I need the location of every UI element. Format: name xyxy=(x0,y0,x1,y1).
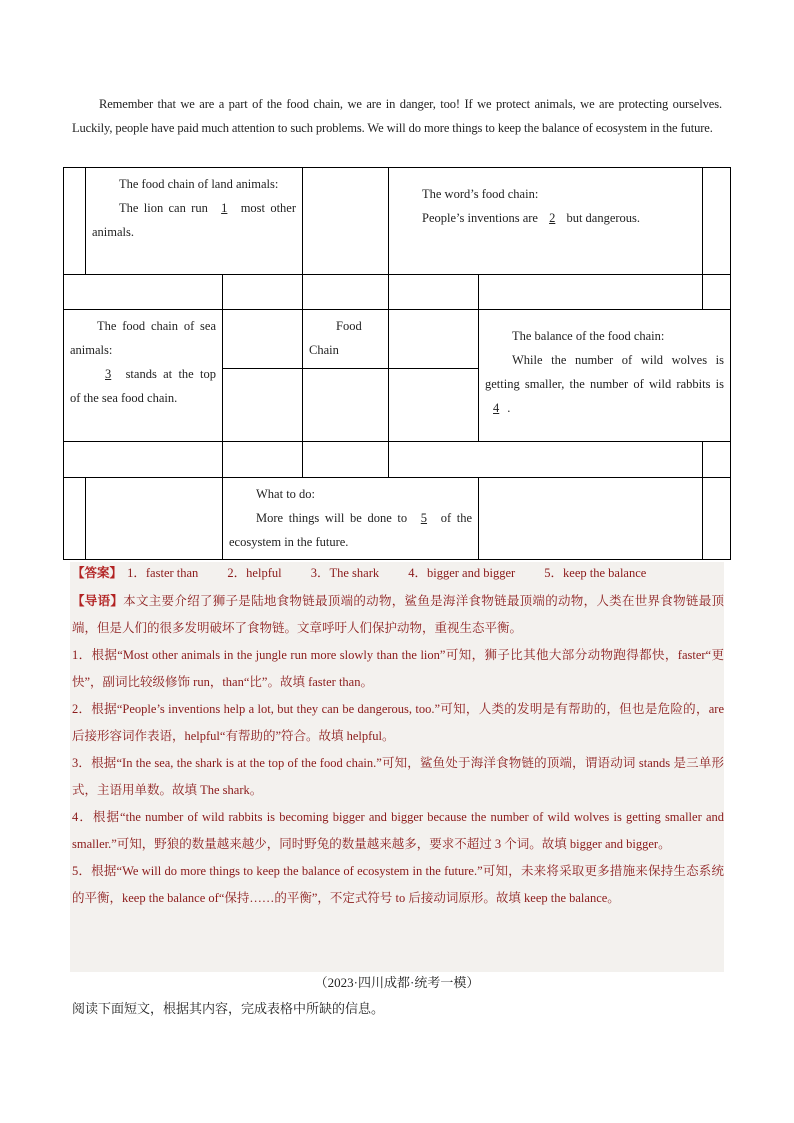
question-source: （2023·四川成都·统考一模） xyxy=(314,975,480,990)
food-chain-table xyxy=(63,167,731,560)
answer-item: 3．The shark xyxy=(310,566,380,580)
table-cell-empty xyxy=(64,275,223,310)
world-food-chain-cell xyxy=(389,168,703,275)
blank-1[interactable]: 1 xyxy=(221,201,228,215)
table-cell-empty xyxy=(64,442,223,478)
whattodo-title: What to do: xyxy=(256,487,316,501)
table-cell-empty xyxy=(479,275,703,310)
blank-4[interactable]: 4 xyxy=(493,401,500,415)
table-cell-empty xyxy=(303,275,389,310)
guide-block xyxy=(72,588,724,642)
task-instruction: 阅读下面短文，根据其内容，完成表格中所缺的信息。 xyxy=(72,1001,385,1016)
table-cell-empty xyxy=(389,369,479,442)
table-cell-empty xyxy=(389,310,479,369)
balance-title: The balance of the food chain: xyxy=(512,329,665,343)
world-text: People’s inventions are 2 but dangerous. xyxy=(395,206,696,230)
table-cell-empty xyxy=(389,442,703,478)
table-cell-empty xyxy=(303,442,389,478)
balance-text: While the number of wild wolves is getting smaller, the number of wild rabbits is 4 . xyxy=(485,348,724,420)
explanation-item: 2．根据“People’s inventions help a lot, but they can be dangerous, too.”可知，人类的发明是有帮助的，但也是危险的，are 后接形容词作表语，helpful“有帮助的”符合。故填 helpful。 xyxy=(72,702,724,743)
answer-item: 5．keep the balance xyxy=(544,566,647,580)
explanation-item: 3．根据“In the sea, the shark is at the top of the food chain.”可知，鲨鱼处于海洋食物链的顶端，谓语动词 stands 是三单形式，主语用单数。故填 The shark。 xyxy=(72,756,724,797)
table-cell-empty xyxy=(223,369,303,442)
balance-cell xyxy=(479,310,731,442)
table-cell-empty xyxy=(303,168,389,275)
land-title: The food chain of land animals: xyxy=(119,177,279,191)
answer-label: 【答案】 xyxy=(72,566,123,580)
blank-3[interactable]: 3 xyxy=(105,367,112,381)
answer-line xyxy=(72,560,724,586)
food-chain-center-cell xyxy=(303,310,389,369)
sea-title: The food chain of sea animals: xyxy=(70,319,216,357)
table-cell-empty xyxy=(389,275,479,310)
blank-2[interactable]: 2 xyxy=(549,211,556,225)
guide-text: 本文主要介绍了狮子是陆地食物链最顶端的动物，鲨鱼是海洋食物链最顶端的动物，人类在世界食物链最顶端，但是人们的很多发明破坏了食物链。文章呼吁人们保护动物，重视生态平衡。 xyxy=(72,594,724,635)
center-label: Food Chain xyxy=(309,319,362,357)
explanations-block xyxy=(72,642,724,912)
table-cell-empty xyxy=(64,478,86,560)
table-cell-empty xyxy=(223,442,303,478)
table-cell-empty xyxy=(223,310,303,369)
table-cell-empty xyxy=(703,275,731,310)
land-text: The lion can run 1 most other animals. xyxy=(92,196,296,244)
table-cell-empty xyxy=(703,168,731,275)
answer-item: 4．bigger and bigger xyxy=(408,566,516,580)
table-cell-empty xyxy=(64,168,86,275)
table-cell-empty xyxy=(703,478,731,560)
answer-item: 2．helpful xyxy=(227,566,282,580)
table-cell-empty xyxy=(703,442,731,478)
guide-label: 【导语】 xyxy=(72,594,124,608)
explanation-item: 4．根据“the number of wild rabbits is becoming bigger and bigger because the number of wild wolves is getting smaller and smaller.”可知，野狼的数量越来越少，同时野兔的数量越来越多，要求不超过 3 个词。故填 bigger and bigger。 xyxy=(72,810,724,851)
table-cell-empty xyxy=(303,369,389,442)
explanation-item: 5．根据“We will do more things to keep the balance of ecosystem in the future.”可知，未来将采取更多措施来保持生态系统的平衡，keep the balance of“保持……的平衡”，不定式符号 to 后接动词原形。故填 keep the balance。 xyxy=(72,864,724,905)
blank-5[interactable]: 5 xyxy=(420,511,428,525)
explanation-item: 1．根据“Most other animals in the jungle run more slowly than the lion”可知，狮子比其他大部分动物跑得都快，faster“更快”，副词比较级修饰 run，than“比”。故填 faster than。 xyxy=(72,648,724,689)
table-cell-empty xyxy=(479,478,703,560)
passage-paragraph: Remember that we are a part of the food chain, we are in danger, too! If we protect animals, we are protecting ourselves. Luckily, people have paid much attention to such problems. We will do more things to keep the balance of ecosystem in the future. xyxy=(72,97,722,135)
sea-animals-cell xyxy=(64,310,223,442)
table-cell-empty xyxy=(86,478,223,560)
table-cell-empty xyxy=(223,275,303,310)
sea-text: 3 stands at the top of the sea food chain. xyxy=(70,362,216,410)
answer-item: 1．faster than xyxy=(127,566,199,580)
whattodo-text: More things will be done to 5 of the ecosystem in the future. xyxy=(229,506,472,554)
what-to-do-cell xyxy=(223,478,479,560)
land-animals-cell xyxy=(86,168,303,275)
world-title: The word’s food chain: xyxy=(422,187,539,201)
